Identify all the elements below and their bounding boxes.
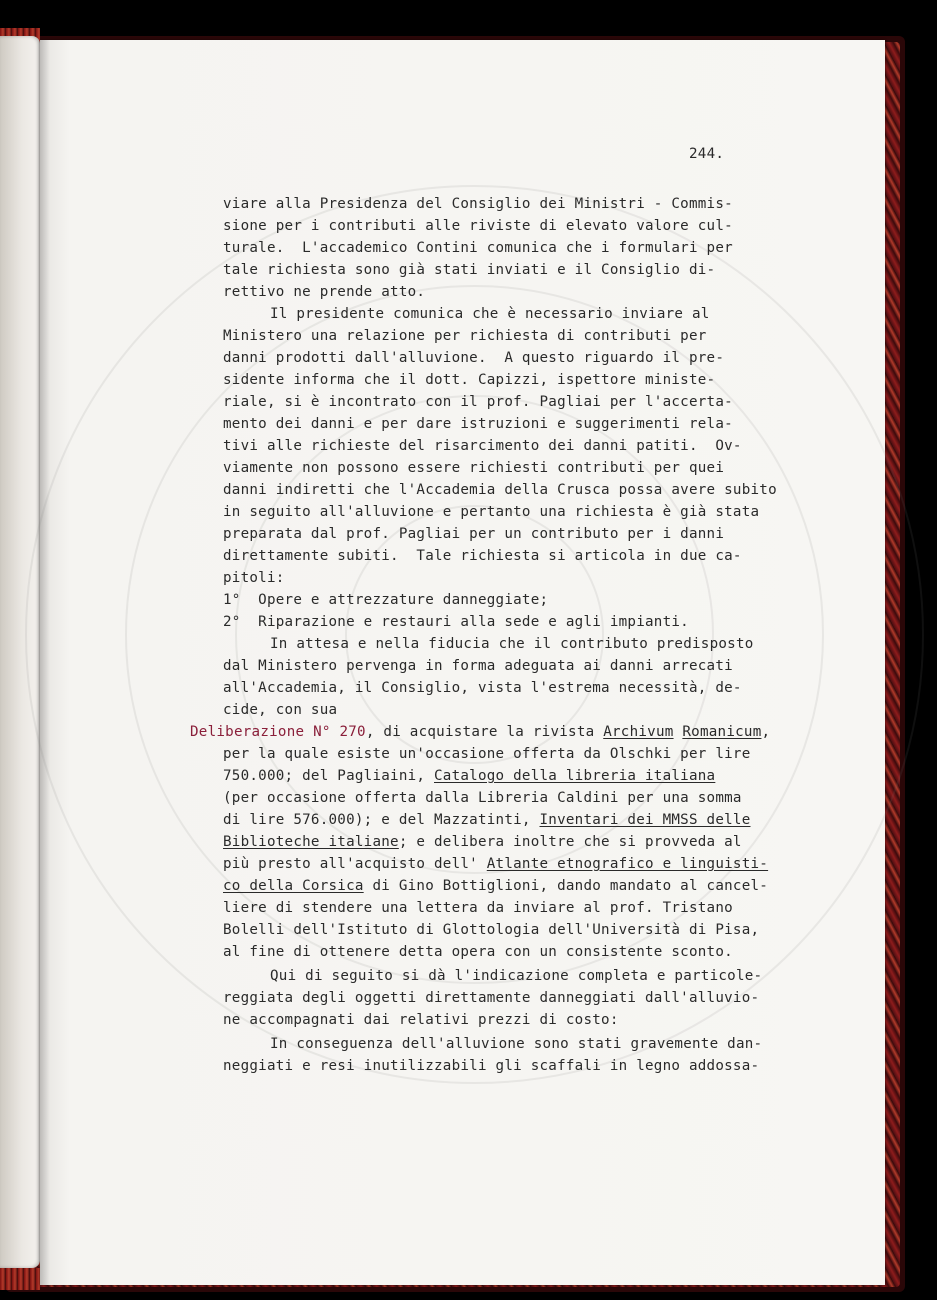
deliberation-line	[190, 724, 770, 740]
text-line	[223, 768, 715, 784]
text-line: per la quale esiste un'occasione offerta da Olschki per lire	[223, 746, 751, 762]
text-line: in seguito all'alluvione e pertanto una richiesta è già stata	[223, 504, 760, 520]
text-span: ,	[761, 724, 771, 740]
text-span: ; e delibera inoltre che si provveda al	[398, 834, 742, 850]
text-line: ne accompagnati dai relativi prezzi di costo:	[223, 1012, 619, 1028]
text-line: viamente non possono essere richiesti contributi per quei	[223, 460, 725, 476]
text-line: Ministero una relazione per richiesta di contributi per	[223, 328, 707, 344]
text-line: Qui di seguito si dà l'indicazione completa e particole-	[270, 968, 763, 984]
text-line: cide, con sua	[223, 702, 338, 718]
text-line: viare alla Presidenza del Consiglio dei Ministri - Commis-	[223, 196, 733, 212]
text-line: al fine di ottenere detta opera con un consistente sconto.	[223, 944, 733, 960]
text-line: liere di stendere una lettera da inviare al prof. Tristano	[223, 900, 733, 916]
book-title: Archivum	[603, 724, 674, 740]
list-item: 1° Opere e attrezzature danneggiate;	[223, 592, 549, 608]
text-line: turale. L'accademico Contini comunica che i formulari per	[223, 240, 733, 256]
text-line: riale, si è incontrato con il prof. Pagliai per l'accerta-	[223, 394, 733, 410]
text-line: reggiata degli oggetti direttamente danneggiati dall'alluvio-	[223, 990, 760, 1006]
text-line: preparata dal prof. Pagliai per un contributo per i danni	[223, 526, 725, 542]
text-line: tivi alle richieste del risarcimento dei danni patiti. Ov-	[223, 438, 742, 454]
text-line: (per occasione offerta dalla Libreria Caldini per una somma	[223, 790, 742, 806]
page-number: 244.	[689, 146, 725, 162]
text-line: danni prodotti dall'alluvione. A questo riguardo il pre-	[223, 350, 725, 366]
book-title: Atlante etnografico e linguisti-	[486, 856, 769, 872]
text-span: , di acquistare la rivista	[365, 724, 604, 740]
list-item: 2° Riparazione e restauri alla sede e agli impianti.	[223, 614, 689, 630]
text-line: sidente informa che il dott. Capizzi, ispettore ministe-	[223, 372, 716, 388]
text-line	[223, 834, 742, 850]
text-line: rettivo ne prende atto.	[223, 284, 426, 300]
text-line: neggiati e resi inutilizzabili gli scaffali in legno addossa-	[223, 1058, 760, 1074]
text-line	[223, 878, 768, 894]
text-span: di lire 576.000); e del Mazzatinti,	[223, 812, 540, 828]
book-title: Catalogo della libreria italiana	[434, 768, 716, 784]
text-line: danni indiretti che l'Accademia della Crusca possa avere subito	[223, 482, 777, 498]
text-span: più presto all'acquisto dell'	[223, 856, 487, 872]
text-line: direttamente subiti. Tale richiesta si articola in due ca-	[223, 548, 742, 564]
text-line: Il presidente comunica che è necessario inviare al	[270, 306, 710, 322]
binding-bottom	[0, 1268, 40, 1290]
text-line: In attesa e nella fiducia che il contributo predisposto	[270, 636, 754, 652]
text-line	[223, 856, 768, 872]
book-title: Romanicum	[682, 724, 762, 740]
text-span: 750.000; del Pagliaini,	[223, 768, 434, 784]
text-line: tale richiesta sono già stati inviati e il Consiglio di-	[223, 262, 716, 278]
deliberation-label: Deliberazione N° 270	[190, 724, 366, 740]
text-span: di Gino Bottiglioni, dando mandato al cancel-	[363, 878, 769, 894]
book-title: Inventari dei MMSS delle	[539, 812, 751, 828]
text-line: sione per i contributi alle riviste di elevato valore cul-	[223, 218, 733, 234]
text-line: mento dei danni e per dare istruzioni e suggerimenti rela-	[223, 416, 733, 432]
book-title: co della Corsica	[223, 878, 364, 894]
text-line: pitoli:	[223, 570, 285, 586]
text-line	[223, 812, 751, 828]
text-line: Bolelli dell'Istituto di Glottologia dell'Università di Pisa,	[223, 922, 760, 938]
book-title: Biblioteche italiane	[223, 834, 399, 850]
text-line: dal Ministero pervenga in forma adeguata ai danni arrecati	[223, 658, 733, 674]
text-line: all'Accademia, il Consiglio, vista l'estrema necessità, de-	[223, 680, 742, 696]
text-line: In conseguenza dell'alluvione sono stati gravemente dan-	[270, 1036, 763, 1052]
